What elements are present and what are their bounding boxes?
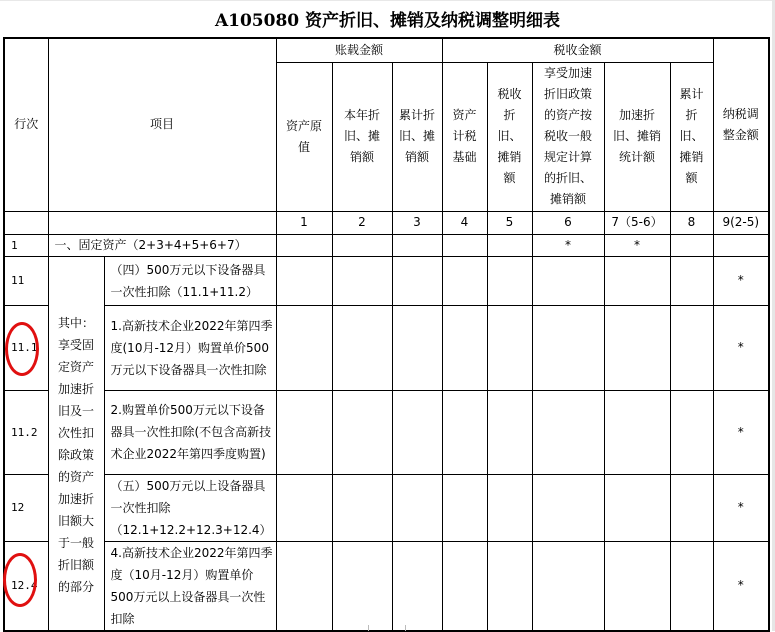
cell[interactable] (332, 541, 392, 631)
row-no: 11 (4, 256, 48, 305)
row-item: 1.高新技术企业2022年第四季度(10月-12月）购置单价500万元以下设备器具一次性扣除 (104, 305, 276, 390)
row-no: 12.4 (4, 541, 48, 631)
cell[interactable] (332, 390, 392, 474)
cell[interactable] (713, 234, 769, 256)
table-row (4, 234, 769, 256)
cell[interactable] (442, 474, 487, 541)
cell[interactable] (442, 390, 487, 474)
col-num-7: 7（5-6） (604, 211, 670, 234)
row-item: （五）500万元以上设备器具一次性扣除（12.1+12.2+12.3+12.4） (104, 474, 276, 541)
cell[interactable] (532, 305, 604, 390)
cell[interactable] (392, 234, 442, 256)
header-row-no: 行次 (4, 38, 48, 211)
header-col-7: 加速折旧、摊销统计额 (604, 62, 670, 211)
cell[interactable] (487, 541, 532, 631)
header-col-9: 纳税调整金额 (713, 38, 769, 211)
cell-star: * (713, 390, 769, 474)
header-col-5: 税收折旧、摊销额 (487, 62, 532, 211)
table-row (4, 474, 769, 541)
document-title: A105080 资产折旧、摊销及纳税调整明细表 (214, 11, 561, 31)
cell[interactable] (332, 234, 392, 256)
header-book-amount: 账载金额 (276, 38, 442, 62)
cell[interactable] (276, 390, 332, 474)
table-row (4, 541, 769, 631)
depreciation-adjustment-table (3, 37, 770, 632)
cell[interactable] (670, 305, 713, 390)
row-no: 12 (4, 474, 48, 541)
cell[interactable] (487, 256, 532, 305)
group-label: 其中：享受固定资产加速折旧及一次性扣除政策的资产加速折旧额大于一般折旧额的部分 (48, 256, 104, 631)
cell[interactable] (487, 234, 532, 256)
col-num-4: 4 (442, 211, 487, 234)
col-num-8: 8 (670, 211, 713, 234)
cell[interactable] (392, 541, 442, 631)
cell[interactable] (332, 305, 392, 390)
header-col-2: 本年折旧、摊销额 (332, 62, 392, 211)
cell[interactable] (670, 541, 713, 631)
header-col-4: 资产计税基础 (442, 62, 487, 211)
cell[interactable] (442, 256, 487, 305)
col-num-2: 2 (332, 211, 392, 234)
row-item: 2.购置单价500万元以下设备器具一次性扣除(不包含高新技术企业2022年第四季度购置) (104, 390, 276, 474)
row-item: （四）500万元以下设备器具一次性扣除（11.1+11.2） (104, 256, 276, 305)
table-row (4, 390, 769, 474)
cell[interactable] (392, 305, 442, 390)
cell[interactable] (532, 390, 604, 474)
page-marker (405, 625, 406, 631)
cell-star: * (713, 541, 769, 631)
row-item: 一、固定资产（2+3+4+5+6+7） (48, 234, 276, 256)
cell[interactable] (392, 474, 442, 541)
cell-star: * (713, 256, 769, 305)
header-col-6: 享受加速折旧政策的资产按税收一般规定计算的折旧、摊销额 (532, 62, 604, 211)
header-col-1: 资产原值 (276, 62, 332, 211)
col-num-1: 1 (276, 211, 332, 234)
row-no: 11.2 (4, 390, 48, 474)
cell[interactable] (487, 474, 532, 541)
cell[interactable] (670, 234, 713, 256)
cell[interactable] (532, 256, 604, 305)
row-item: 4.高新技术企业2022年第四季度（10月-12月）购置单价500万元以上设备器具一次性扣除 (104, 541, 276, 631)
cell[interactable] (276, 541, 332, 631)
table-row (4, 305, 769, 390)
cell[interactable] (604, 390, 670, 474)
col-num-3: 3 (392, 211, 442, 234)
header-tax-amount: 税收金额 (442, 38, 713, 62)
cell[interactable] (276, 234, 332, 256)
col-num-5: 5 (487, 211, 532, 234)
cell[interactable] (276, 256, 332, 305)
cell[interactable] (442, 234, 487, 256)
header-col-3: 累计折旧、摊销额 (392, 62, 442, 211)
cell-star: * (532, 234, 604, 256)
cell[interactable] (670, 390, 713, 474)
col-num-empty (4, 211, 48, 234)
cell[interactable] (532, 474, 604, 541)
page-edge (0, 0, 775, 1)
header-item: 项目 (48, 38, 276, 211)
cell[interactable] (332, 256, 392, 305)
cell[interactable] (604, 256, 670, 305)
cell[interactable] (604, 474, 670, 541)
cell[interactable] (392, 256, 442, 305)
cell[interactable] (604, 541, 670, 631)
cell[interactable] (604, 305, 670, 390)
col-num-6: 6 (532, 211, 604, 234)
cell[interactable] (276, 305, 332, 390)
cell-star: * (713, 474, 769, 541)
cell[interactable] (442, 305, 487, 390)
table-row (4, 256, 769, 305)
col-num-9: 9(2-5) (713, 211, 769, 234)
cell[interactable] (670, 256, 713, 305)
header-col-8: 累计折旧、摊销额 (670, 62, 713, 211)
cell[interactable] (332, 474, 392, 541)
cell[interactable] (392, 390, 442, 474)
cell[interactable] (487, 390, 532, 474)
cell[interactable] (276, 474, 332, 541)
cell[interactable] (442, 541, 487, 631)
cell-star: * (604, 234, 670, 256)
col-num-empty (48, 211, 276, 234)
cell[interactable] (532, 541, 604, 631)
row-no: 11.1 (4, 305, 48, 390)
cell-star: * (713, 305, 769, 390)
cell[interactable] (670, 474, 713, 541)
cell[interactable] (487, 305, 532, 390)
page-marker (368, 625, 369, 631)
row-no: 1 (4, 234, 48, 256)
